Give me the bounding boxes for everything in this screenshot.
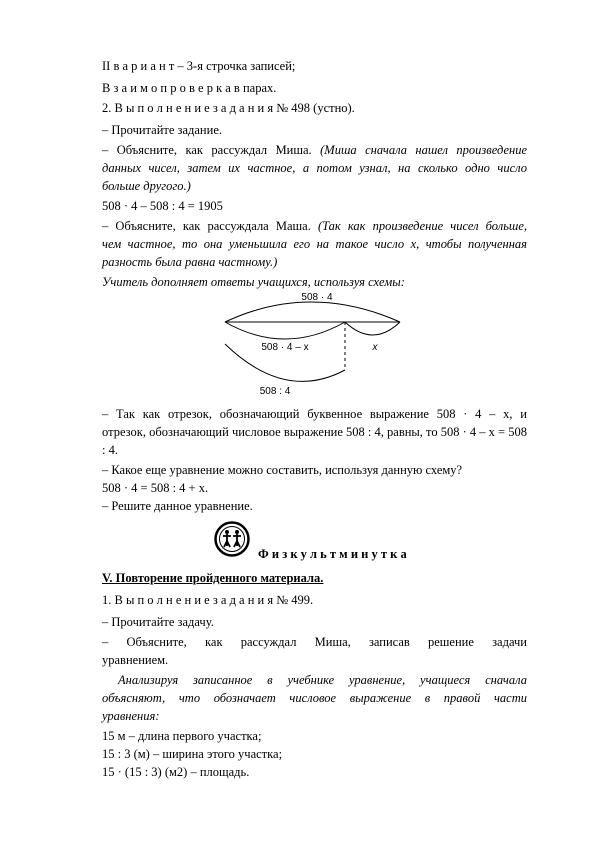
misha-answer-start: (Миша сначала нашел произведение — [320, 143, 527, 157]
top-arc — [225, 302, 400, 322]
second-equation: 508 · 4 = 508 : 4 + x. — [102, 481, 209, 495]
length-line: 15 м – длина первого участка; — [102, 729, 262, 743]
segment-scheme-diagram — [215, 284, 410, 404]
masha-explain-line — [102, 218, 527, 234]
bottom-label: 508 : 4 — [259, 386, 291, 397]
solve-equation: – Решите данное уравнение. — [102, 499, 253, 513]
misha-answer-end: больше другого.) — [102, 179, 191, 193]
variant-line: II в а р и а н т – 3-я строчка записей; — [102, 59, 296, 73]
explain-misha-line: – Объясните, как рассуждал Миша, записав решение задачи — [102, 635, 527, 649]
masha-question: – Объясните, как рассуждала Маша. — [102, 219, 318, 233]
segment-line-end: : 4. — [102, 443, 118, 457]
masha-answer-start: (Так как произведение чисел больше, — [317, 219, 527, 233]
misha-explain-line — [102, 142, 527, 158]
since-line: – Так как отрезок, обозначающий буквенное выражение 508 · 4 – x, и — [102, 407, 527, 421]
misha-equation: 508 · 4 – 508 : 4 = 1905 — [102, 199, 223, 213]
task-499-title: 1. В ы п о л н е н и е з а д а н и я № 499 — [102, 593, 311, 607]
width-line: 15 : 3 (м) – ширина этого участка; — [102, 747, 283, 761]
analysis-line-2: объясняют, что обозначает числовое выражение в правой части — [102, 691, 527, 705]
analysis-line-1: Анализируя записанное в учебнике уравнение, учащиеся сначала — [118, 673, 527, 687]
task-499-dot: . — [310, 593, 314, 607]
left-arc — [225, 322, 345, 339]
misha-question: – Объясните, как рассуждал Миша. — [102, 143, 321, 157]
section-v-heading: V. Повторение пройденного материала. — [102, 571, 324, 585]
analysis-line-3: уравнения: — [102, 709, 160, 723]
peer-check-line: В з а и м о п р о в е р к а в парах. — [102, 81, 277, 95]
read-problem-line: – Прочитайте задачу. — [102, 615, 214, 629]
read-task-line: – Прочитайте задание. — [102, 123, 222, 137]
area-line: 15 · (15 : 3) (м2) – площадь. — [102, 765, 250, 779]
task-499-line — [102, 592, 527, 608]
misha-answer-line: данных чисел, затем их частное, а потом узнал, на сколько одно число — [102, 161, 527, 175]
left-label: 508 · 4 – x — [261, 342, 309, 353]
right-arc — [345, 322, 400, 335]
explain-misha-end: уравнением. — [102, 653, 169, 667]
task-498-title: 2. В ы п о л н е н и е з а д а н и я № 498 — [102, 101, 311, 115]
task-498-line — [102, 100, 527, 116]
task-498-note: (устно). — [310, 101, 355, 115]
top-label: 508 · 4 — [301, 292, 333, 303]
physical-break-heading: Ф и з к у л ь т м и н у т к а — [258, 547, 407, 561]
masha-answer-line: чем частное, то она уменьшила его на такое число x, чтобы полученная — [102, 237, 527, 251]
physical-exercise-icon — [214, 521, 250, 557]
right-label: x — [372, 342, 378, 353]
teacher-note: Учитель дополняет ответы учащихся, используя схемы: — [102, 275, 405, 289]
segment-line: отрезок, обозначающий числовое выражение 508 : 4, равны, то 508 · 4 – x = 508 — [102, 425, 527, 439]
another-equation-question: – Какое еще уравнение можно составить, используя данную схему? — [102, 463, 463, 477]
masha-answer-end: разность была равна частному.) — [102, 255, 278, 269]
